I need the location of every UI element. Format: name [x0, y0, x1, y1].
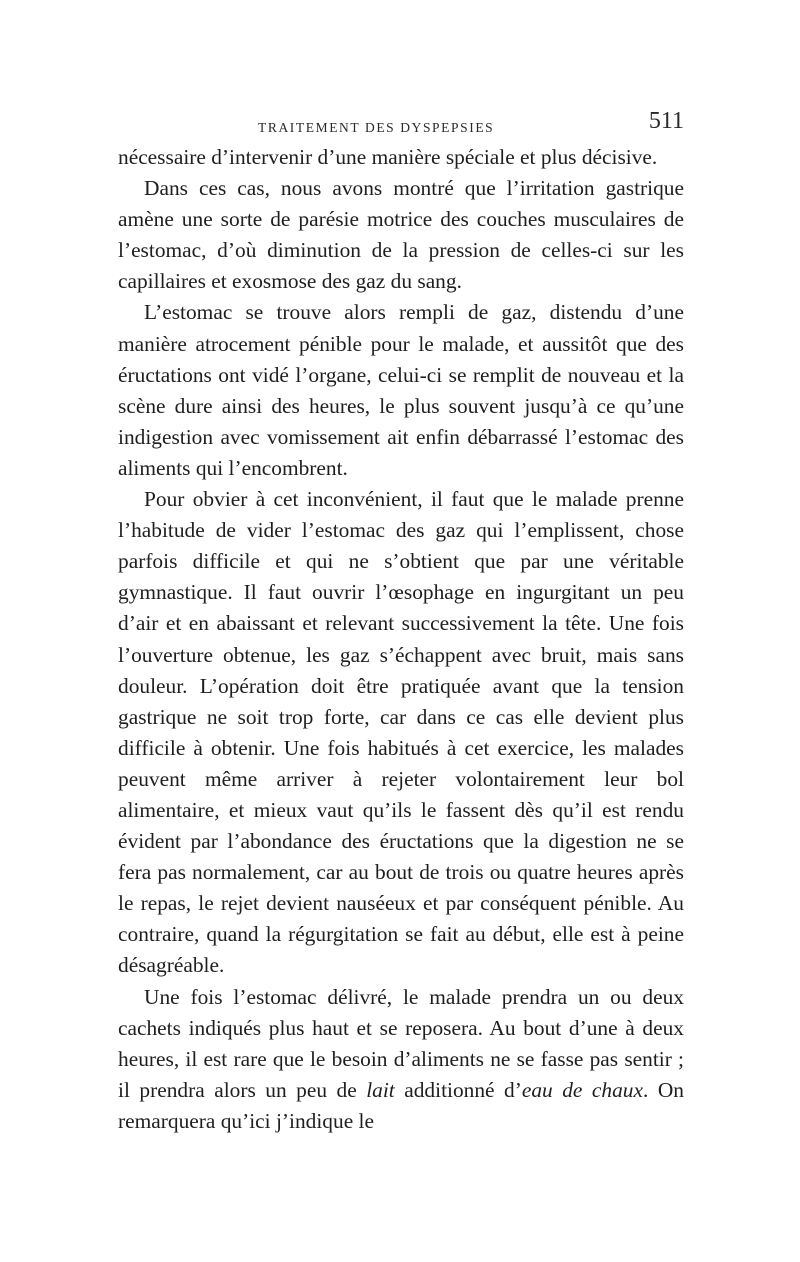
paragraph-continuation: nécessaire d’intervenir d’une manière spéciale et plus décisive.: [118, 145, 658, 169]
italic-eau-de-chaux: eau de chaux: [521, 1077, 643, 1102]
paragraph-after-relief: [118, 982, 684, 1137]
book-page: [118, 108, 684, 1137]
paragraph-gastric-irritation: Dans ces cas, nous avons montré que l’irritation gastrique amène une sorte de parésie motrice des couches musculaires de l’estomac, d’où diminution de la pression de celles-ci sur les capillaires et exosmose des gaz du sang.: [118, 176, 684, 294]
body-text: [118, 142, 684, 1137]
paragraph-gas-distension: L’estomac se trouve alors rempli de gaz, distendu d’une manière atrocement pénible pour le malade, et aussitôt que des éructations ont vidé l’organe, celui-ci se remplit de nouveau et la scène dure ainsi des heures, le plus souvent jusqu’à ce qu’une indigestion avec vomissement ait enfin débarrassé l’estomac des aliments qui l’encombrent.: [118, 300, 684, 480]
running-title: TRAITEMENT DES DYSPEPSIES: [258, 120, 495, 135]
paragraph-text-middle: additionné d’: [394, 1077, 522, 1102]
page-header: [118, 108, 684, 142]
italic-lait: lait: [366, 1077, 395, 1102]
paragraph-text-after: . On remarquera qu’ici j’indique le: [118, 1077, 684, 1133]
paragraph-text-before: Une fois l’estomac délivré, le malade prendra un ou deux cachets indiqués plus haut et se reposera. Au bout d’une à deux heures, il est rare que le besoin d’aliments ne se fasse pas sentir ; il prendra alors un peu de: [118, 984, 684, 1102]
paragraph-gymnastics: Pour obvier à cet inconvénient, il faut que le malade prenne l’habitude de vider l’estomac des gaz qui l’emplissent, chose parfois difficile et qui ne s’obtient que par une véritable gymnastique. Il faut ouvrir l’œsophage en ingurgitant un peu d’air et en abaissant et relevant successivement la tête. Une fois l’ouverture obtenue, les gaz s’échappent avec bruit, mais sans douleur. L’opération doit être pratiquée avant que la tension gastrique ne soit trop forte, car dans ce cas elle devient plus difficile à obtenir. Une fois habitués à cet exercice, les malades peuvent même arriver à rejeter volontairement leur bol alimentaire, et mieux vaut qu’ils le fassent dès qu’il est rendu évident par l’abondance des éructations que la digestion ne se fera pas normalement, car au bout de trois ou quatre heures après le repas, le rejet devient nauséeux et par conséquent pénible. Au contraire, quand la régurgitation se fait au début, elle est à peine désagréable.: [118, 487, 684, 978]
page-number: 511: [648, 108, 684, 134]
